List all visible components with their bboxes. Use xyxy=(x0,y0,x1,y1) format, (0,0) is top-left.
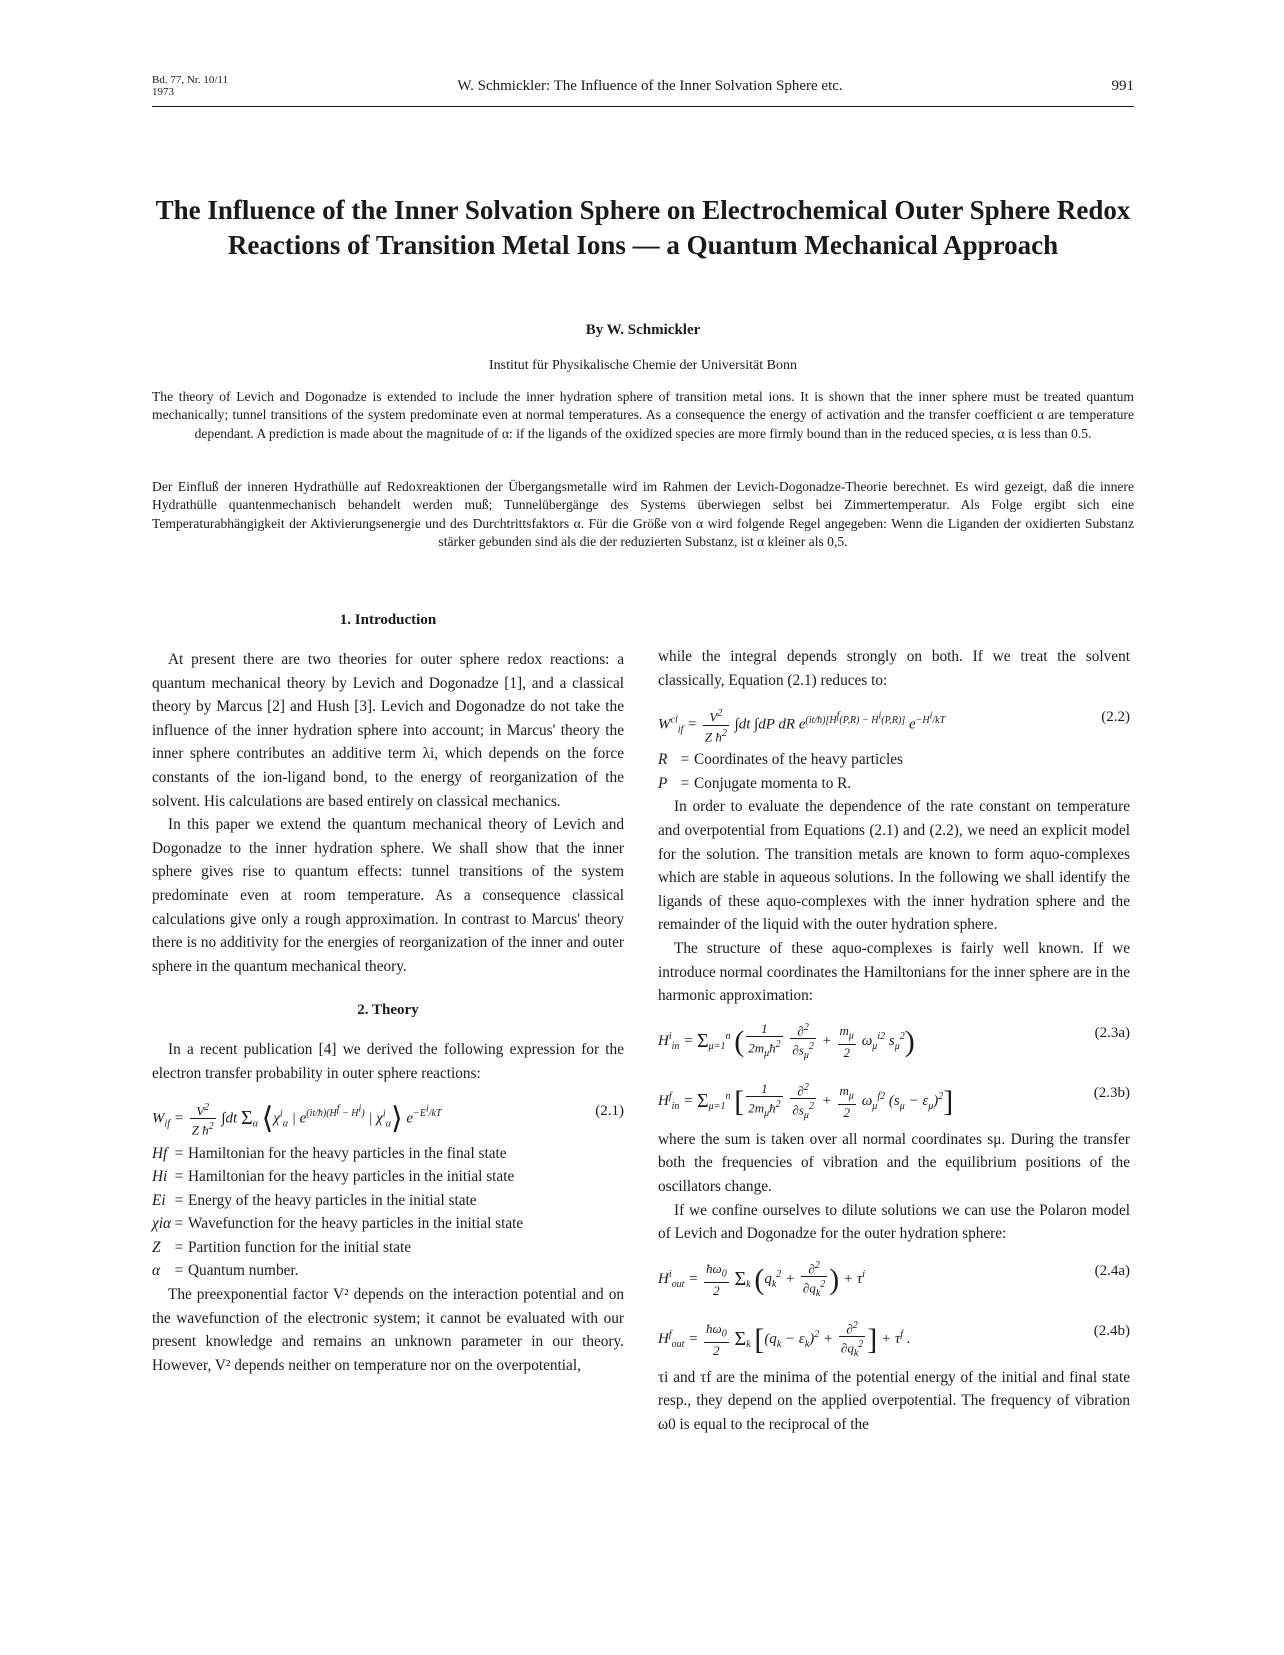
equation-2-1-expression: $W_{if}$ = $\frac{V^2}{Z ħ^2}$ ∫dt $\Sigma_\alpha$ $⟨\chi^i_\alpha$ | $e^{(it/ħ)(H^f - H^i)}$ | $\chi^i_\alpha⟩$ $e^{-E^i/kT}$ xyxy=(152,1101,442,1138)
abstract-german: Der Einfluß der inneren Hydrathülle auf Redoxreaktionen der Übergangsmetalle wird im Rahmen der Levich-Dogonadze-Theorie berechnet. Es wird gezeigt, daß die innere Hydrathülle quantenmechanisch behandelt werden muß; Tunnelübergänge des Systems überwiegen selbst bei Zimmertemperatur. Als Folge ergibt sich eine Temperaturabhängigkeit der Aktivierungsenergie und des Durchtrittsfaktors α. Für die Größe von α wird folgende Regel angegeben: Wenn die Liganden der oxidierten Substanz stärker gebunden sind als die der reduzierten Substanz, ist α kleiner als 0,5. xyxy=(152,479,1134,549)
intro-paragraph-1: At present there are two theories for outer sphere redox reactions: a quantum mechanical theory by Levich and Dogonadze [1], and a classical theory by Marcus [2] and Hush [3]. Levich and Dogonadze do not take the influence of the inner hydration sphere into account; in Marcus' theory the inner sphere contributes an additive term λi, which depends on the force constants of the ion-ligand bond, to the energy of reorganization of the solvent. His calculations are based entirely on classical mechanics. xyxy=(152,651,624,810)
right-paragraph-4: where the sum is taken over all normal coordinates sμ. During the transfer both the frequencies of vibration and the equilibrium positions of the oscillators change. xyxy=(658,1130,1130,1195)
page-number: 991 xyxy=(1111,78,1134,94)
definition-item: R = Coordinates of the heavy particles xyxy=(658,748,1130,772)
definition-text: Quantum number. xyxy=(188,1262,299,1280)
equation-2-3a-expression: $H^i_{in} = \Sigma_{\mu=1}^n$ ( $\frac{1}{2m_\mu ħ^2}$ $\frac{\partial^2}{\partial s_\mu^2}$ + $\frac{m_\mu}{2}$ $\omega_\mu^{i2}$ $s_\mu^2$) xyxy=(658,1021,915,1061)
definition-text: Energy of the heavy particles in the initial state xyxy=(188,1191,477,1209)
definition-symbol: Hf xyxy=(152,1144,168,1162)
affiliation: Institut für Physikalische Chemie der Universität Bonn xyxy=(489,358,797,373)
equation-2-4a xyxy=(658,1246,1130,1306)
right-paragraph-6: τi and τf are the minima of the potential energy of the initial and final state resp., they depend on the applied overpotential. The frequency of vibration ω0 is equal to the reciprocal of the xyxy=(658,1368,1130,1433)
definition-text: Partition function for the initial state xyxy=(188,1238,412,1256)
equation-number: (2.1) xyxy=(595,1102,624,1119)
definition-symbol: Z xyxy=(152,1238,161,1256)
equation-2-2 xyxy=(658,692,1130,748)
definition-text: Conjugate momenta to R. xyxy=(694,774,852,792)
journal-volume xyxy=(152,74,228,98)
definition-item: Hi = Hamiltonian for the heavy particles in the initial state xyxy=(152,1165,624,1189)
definition-text: Coordinates of the heavy particles xyxy=(694,751,903,769)
intro-paragraph-2: In this paper we extend the quantum mechanical theory of Levich and Dogonadze to the inner hydration sphere. We shall show that the inner sphere gives rise to quantum effects: tunnel transitions of the system predominate even at room temperature. As a consequence classical calculations give only a rough approximation. In contrast to Marcus' theory there is no additivity for the energies of reorganization of the inner and outer sphere in the quantum mechanical theory. xyxy=(152,816,624,975)
paper-title: The Influence of the Inner Solvation Sphere on Electrochemical Outer Sphere Redox Reactions of Transition Metal Ions — a Quantum Mechanical Approach xyxy=(155,195,1131,260)
section-heading-theory: 2. Theory xyxy=(357,1002,419,1019)
definition-symbol: Ei xyxy=(152,1191,166,1209)
definition-item: P = Conjugate momenta to R. xyxy=(658,772,1130,796)
definition-text: Hamiltonian for the heavy particles in the final state xyxy=(188,1144,507,1162)
right-paragraph-3: The structure of these aquo-complexes is fairly well known. If we introduce normal coordinates the Hamiltonians for the inner sphere are in the harmonic approximation: xyxy=(658,939,1130,1005)
section-heading-introduction: 1. Introduction xyxy=(339,612,437,628)
equation-number: (2.3a) xyxy=(1094,1024,1130,1041)
definition-list xyxy=(152,1142,624,1284)
year-line: 1973 xyxy=(152,86,174,98)
equation-2-1 xyxy=(152,1086,624,1142)
equation-2-4b xyxy=(658,1306,1130,1366)
equation-number: (2.2) xyxy=(1101,709,1130,726)
theory-paragraph-1: In a recent publication [4] we derived the following expression for the electron transfer probability in outer sphere reactions: xyxy=(152,1041,624,1082)
equation-number: (2.4a) xyxy=(1094,1262,1130,1279)
equation-2-3b-expression: $H^f_{in} = \Sigma_{\mu=1}^n$ [ $\frac{1}{2m_\mu ħ^2}$ $\frac{\partial^2}{\partial s_\mu^2}$ + $\frac{m_\mu}{2}$ $\omega_\mu^{f2}$ $(s_\mu - \varepsilon_\mu)^2$] xyxy=(658,1081,954,1121)
theory-paragraph-2: The preexponential factor V² depends on the interaction potential and on the wavefunction of the electronic system; it cannot be evaluated with our present knowledge and remains an unknown parameter in our theory. However, V² depends neither on temperature nor on the overpotential, xyxy=(152,1286,624,1374)
running-title: W. Schmickler: The Influence of the Inner Solvation Sphere etc. xyxy=(457,78,843,94)
equation-2-4b-expression: $H^f_{out}$ = $\frac{ħ\omega_0}{2}$ $\Sigma_k$ [$(q_k - \varepsilon_k)^2$ + $\frac{\partial^2}{\partial q_k^2}$ ] + $\tau^f$ . xyxy=(658,1319,911,1359)
equation-2-3b xyxy=(658,1068,1130,1128)
definition-symbol: α xyxy=(152,1262,161,1280)
right-paragraph-2: In order to evaluate the dependence of the rate constant on temperature and overpotential from Equations (2.1) and (2.2), we need an explicit model for the solution. The transition metals are known to form aquo-complexes which are stable in aqueous solutions. In the following we shall identify the ligands of these aquo-complexes with the inner hydration sphere and the remainder of the liquid with the outer hydration sphere. xyxy=(658,798,1130,934)
definition-item: Ei = Energy of the heavy particles in the initial state xyxy=(152,1189,624,1213)
definition-item: Z = Partition function for the initial state xyxy=(152,1236,624,1260)
definition-symbol: R xyxy=(658,751,668,769)
definition-item: Hf = Hamiltonian for the heavy particles in the final state xyxy=(152,1142,624,1166)
header-rule xyxy=(152,106,1134,107)
equation-number: (2.4b) xyxy=(1093,1322,1130,1339)
right-column xyxy=(658,645,1130,1436)
definition-item: α = Quantum number. xyxy=(152,1259,624,1283)
definition-symbol: χiα xyxy=(152,1215,172,1233)
right-paragraph-5: If we confine ourselves to dilute solutions we can use the Polaron model of Levich and Dogonadze for the outer hydration sphere: xyxy=(658,1201,1130,1243)
abstract-english: The theory of Levich and Dogonadze is extended to include the inner hydration sphere of transition metal ions. It is shown that the inner sphere must be treated quantum mechanically; tunnel transitions of the system predominate even at normal temperatures. As a consequence the energy of activation and the transfer coefficient α are temperature dependant. A prediction is made about the magnitude of α: if the ligands of the oxidized species are more firmly bound than in the reduced species, α is less than 0.5. xyxy=(152,389,1134,441)
right-paragraph-1: while the integral depends strongly on both. If we treat the solvent classically, Equation (2.1) reduces to: xyxy=(658,648,1130,689)
author-line: By W. Schmickler xyxy=(585,322,701,338)
definition-symbol: Hi xyxy=(152,1168,168,1186)
equation-number: (2.3b) xyxy=(1093,1084,1130,1101)
definition-symbol: P xyxy=(658,774,668,792)
equation-2-2-expression: $W^{cl}_{if}$ = $\frac{V^2}{Z ħ^2}$ ∫dt ∫dP dR $e^{(it/ħ)[H^f(P,R) - H^i(P,R)]}$ $e^{-H^i/kT}$ xyxy=(658,708,946,744)
definition-list xyxy=(658,748,1130,795)
definition-item: χiα = Wavefunction for the heavy particles in the initial state xyxy=(152,1212,624,1236)
left-column xyxy=(152,612,624,1377)
volume-line: Bd. 77, Nr. 10/11 xyxy=(152,74,228,86)
definition-text: Wavefunction for the heavy particles in the initial state xyxy=(188,1215,524,1233)
equation-2-4a-expression: $H^i_{out}$ = $\frac{ħ\omega_0}{2}$ $\Sigma_k$ ($q_k^2$ + $\frac{\partial^2}{\partial q_k^2}$ ) + $\tau^i$ xyxy=(658,1259,866,1299)
definition-text: Hamiltonian for the heavy particles in the initial state xyxy=(188,1168,515,1186)
equation-2-3a xyxy=(658,1008,1130,1068)
